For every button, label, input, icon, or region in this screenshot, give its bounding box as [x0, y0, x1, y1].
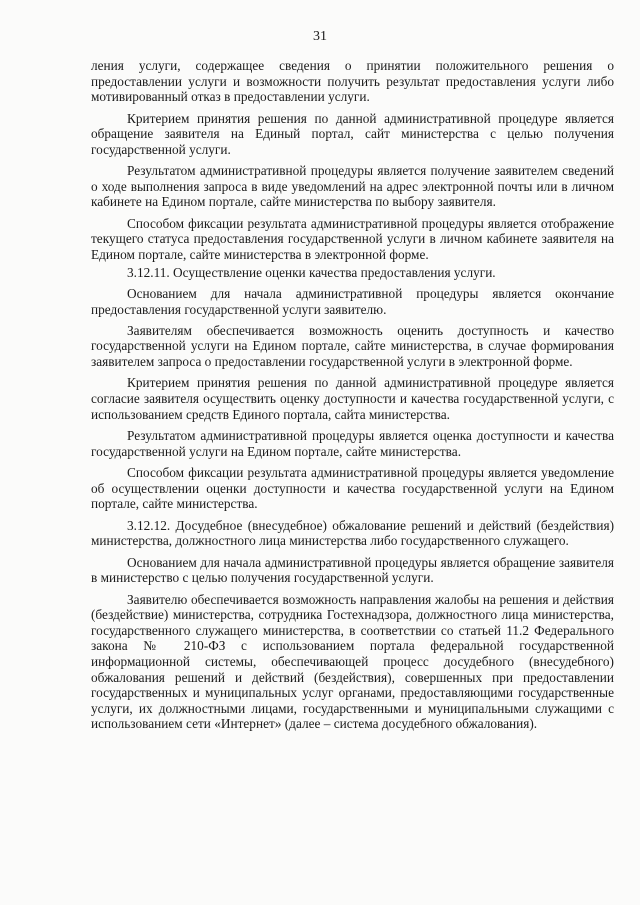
paragraph: Критерием принятия решения по данной административной процедуре является обращение заявителя на Единый портал, сайт министерства с целью получения государственной услуги.: [91, 110, 614, 157]
paragraph: Основанием для начала административной процедуры является окончание предоставления государственной услуги заявителю.: [91, 285, 614, 317]
section-heading: 3.12.12. Досудебное (внесудебное) обжалование решений и действий (бездействия) министерства, должностного лица министерства либо государственного служащего.: [91, 517, 614, 549]
paragraph: Результатом административной процедуры является получение заявителем сведений о ходе выполнения запроса в виде уведомлений на адрес электронной почты или в личном кабинете на Едином портале, сайте министерства по выбору заявителя.: [91, 163, 614, 210]
paragraph: Заявителям обеспечивается возможность оценить доступность и качество государственной услуги на Едином портале, сайте министерства, в случае формирования заявителем запроса о предоставлении государственной услуги в электронной форме.: [91, 322, 614, 370]
paragraph: Критерием принятия решения по данной административной процедуре является согласие заявителя осуществить оценку доступности и качества государственной услуги, с использованием средств Единого портала, сайта министерства.: [91, 375, 614, 422]
paragraph-continuation: ления услуги, содержащее сведения о принятии положительного решения о предоставлении услуги и возможности получить результат предоставления услуги либо мотивированный отказ в предоставлении услуги.: [91, 58, 614, 105]
paragraph: Способом фиксации результата административной процедуры является уведомление об осуществлении оценки доступности и качества государственной услуги на Едином портале, сайте министерства.: [91, 465, 614, 512]
section-heading: 3.12.11. Осуществление оценки качества предоставления услуги.: [127, 264, 496, 280]
paragraph: Результатом административной процедуры является оценка доступности и качества государственной услуги на Едином портале, сайте министерства.: [91, 428, 614, 459]
paragraph: Способом фиксации результата административной процедуры является отображение текущего статуса предоставления государственной услуги в личном кабинете заявителя на Едином портале, сайте министерства в электронной форме.: [91, 215, 614, 262]
page-number: 31: [313, 29, 327, 44]
paragraph: Основанием для начала административной процедуры является обращение заявителя в министерство с целью получения государственной услуги.: [91, 554, 614, 586]
paragraph: Заявителю обеспечивается возможность направления жалобы на решения и действия (бездействие) министерства, сотрудника Гостехнадзора, должностного лица министерства, государственного служащего министерства, в соответствии со статьей 11.2 Федерального закона № 210-ФЗ с использованием портала федеральной государственной информационной системы, обеспечивающей процесс досудебного (внесудебного) обжалования решений и действий (бездействия), совершенных при предоставлении государственных и муниципальных услуг органами, предоставляющими государственные услуги, их должностными лицами, государственными и муниципальными служащими с использованием сети «Интернет» (далее – система досудебного обжалования).: [91, 591, 614, 732]
document-body: [91, 58, 614, 738]
